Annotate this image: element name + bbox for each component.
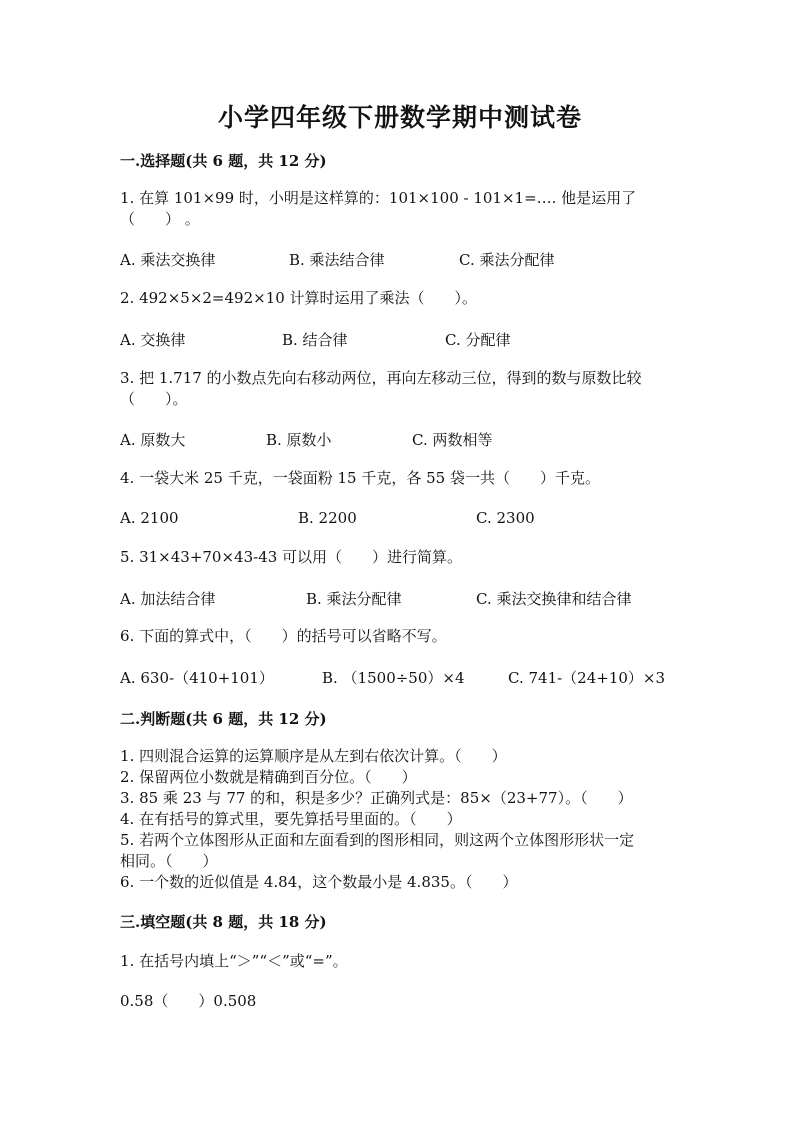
question-text: 1. 在括号内填上“＞”“＜”或“=”。 xyxy=(120,952,348,970)
option-c: C. 两数相等 xyxy=(412,431,493,449)
question-text: 6. 下面的算式中，（ ）的括号可以省略不写。 xyxy=(120,627,447,645)
question-continuation: （ ）。 xyxy=(120,390,188,408)
question-text: 1. 在算 101×99 时，小明是这样算的：101×100 - 101×1=…. 他是运用了 xyxy=(120,189,637,207)
judgement-item: 6. 一个数的近似值是 4.84，这个数最小是 4.835。（ ） xyxy=(120,873,518,891)
question-text: 4. 一袋大米 25 千克，一袋面粉 15 千克，各 55 袋一共（ ）千克。 xyxy=(120,469,600,487)
option-c: C. 741-（24+10）×3 xyxy=(508,669,666,687)
option-b: B. 乘法结合律 xyxy=(289,251,385,269)
question-text: 3. 把 1.717 的小数点先向右移动两位，再向左移动三位，得到的数与原数比较 xyxy=(120,369,642,387)
page-title: 小学四年级下册数学期中测试卷 xyxy=(217,103,582,132)
judgement-item: 2. 保留两位小数就是精确到百分位。（ ） xyxy=(120,768,417,786)
option-b: B. 乘法分配律 xyxy=(306,590,402,608)
question-text: 2. 492×5×2=492×10 计算时运用了乘法（ ）。 xyxy=(120,289,478,307)
fill-blank-item: 0.58（ ）0.508 xyxy=(120,992,257,1010)
option-c: C. 乘法分配律 xyxy=(459,251,555,269)
option-a: A. 2100 xyxy=(120,509,179,527)
option-c: C. 乘法交换律和结合律 xyxy=(476,590,632,608)
judgement-item: 1. 四则混合运算的运算顺序是从左到右依次计算。（ ） xyxy=(120,747,507,765)
question-text: 5. 31×43+70×43-43 可以用（ ）进行简算。 xyxy=(120,548,463,566)
option-a: A. 630-（410+101） xyxy=(120,669,274,687)
judgement-item: 4. 在有括号的算式里，要先算括号里面的。（ ） xyxy=(120,810,462,828)
judgement-item: 3. 85 乘 23 与 77 的和，积是多少？正确列式是：85×（23+77）。（ ） xyxy=(120,789,633,807)
judgement-item-continuation: 相同。（ ） xyxy=(120,852,218,870)
question-continuation: （ ） 。 xyxy=(120,210,200,228)
section-heading-judgement: 二.判断题(共 6 题，共 12 分) xyxy=(120,710,327,728)
option-b: B. 原数小 xyxy=(266,431,332,449)
option-a: A. 交换律 xyxy=(120,331,186,349)
option-a: A. 加法结合律 xyxy=(120,590,216,608)
option-b: B. （1500÷50）×4 xyxy=(322,669,465,687)
option-c: C. 2300 xyxy=(476,509,535,527)
option-a: A. 乘法交换律 xyxy=(120,251,216,269)
option-a: A. 原数大 xyxy=(120,431,186,449)
option-b: B. 2200 xyxy=(298,509,357,527)
section-heading-fill: 三.填空题(共 8 题，共 18 分) xyxy=(120,913,327,931)
judgement-item: 5. 若两个立体图形从正面和左面看到的图形相同，则这两个立体图形形状一定 xyxy=(120,831,635,849)
section-heading-choice: 一.选择题(共 6 题，共 12 分) xyxy=(120,152,327,170)
option-b: B. 结合律 xyxy=(282,331,348,349)
option-c: C. 分配律 xyxy=(445,331,511,349)
